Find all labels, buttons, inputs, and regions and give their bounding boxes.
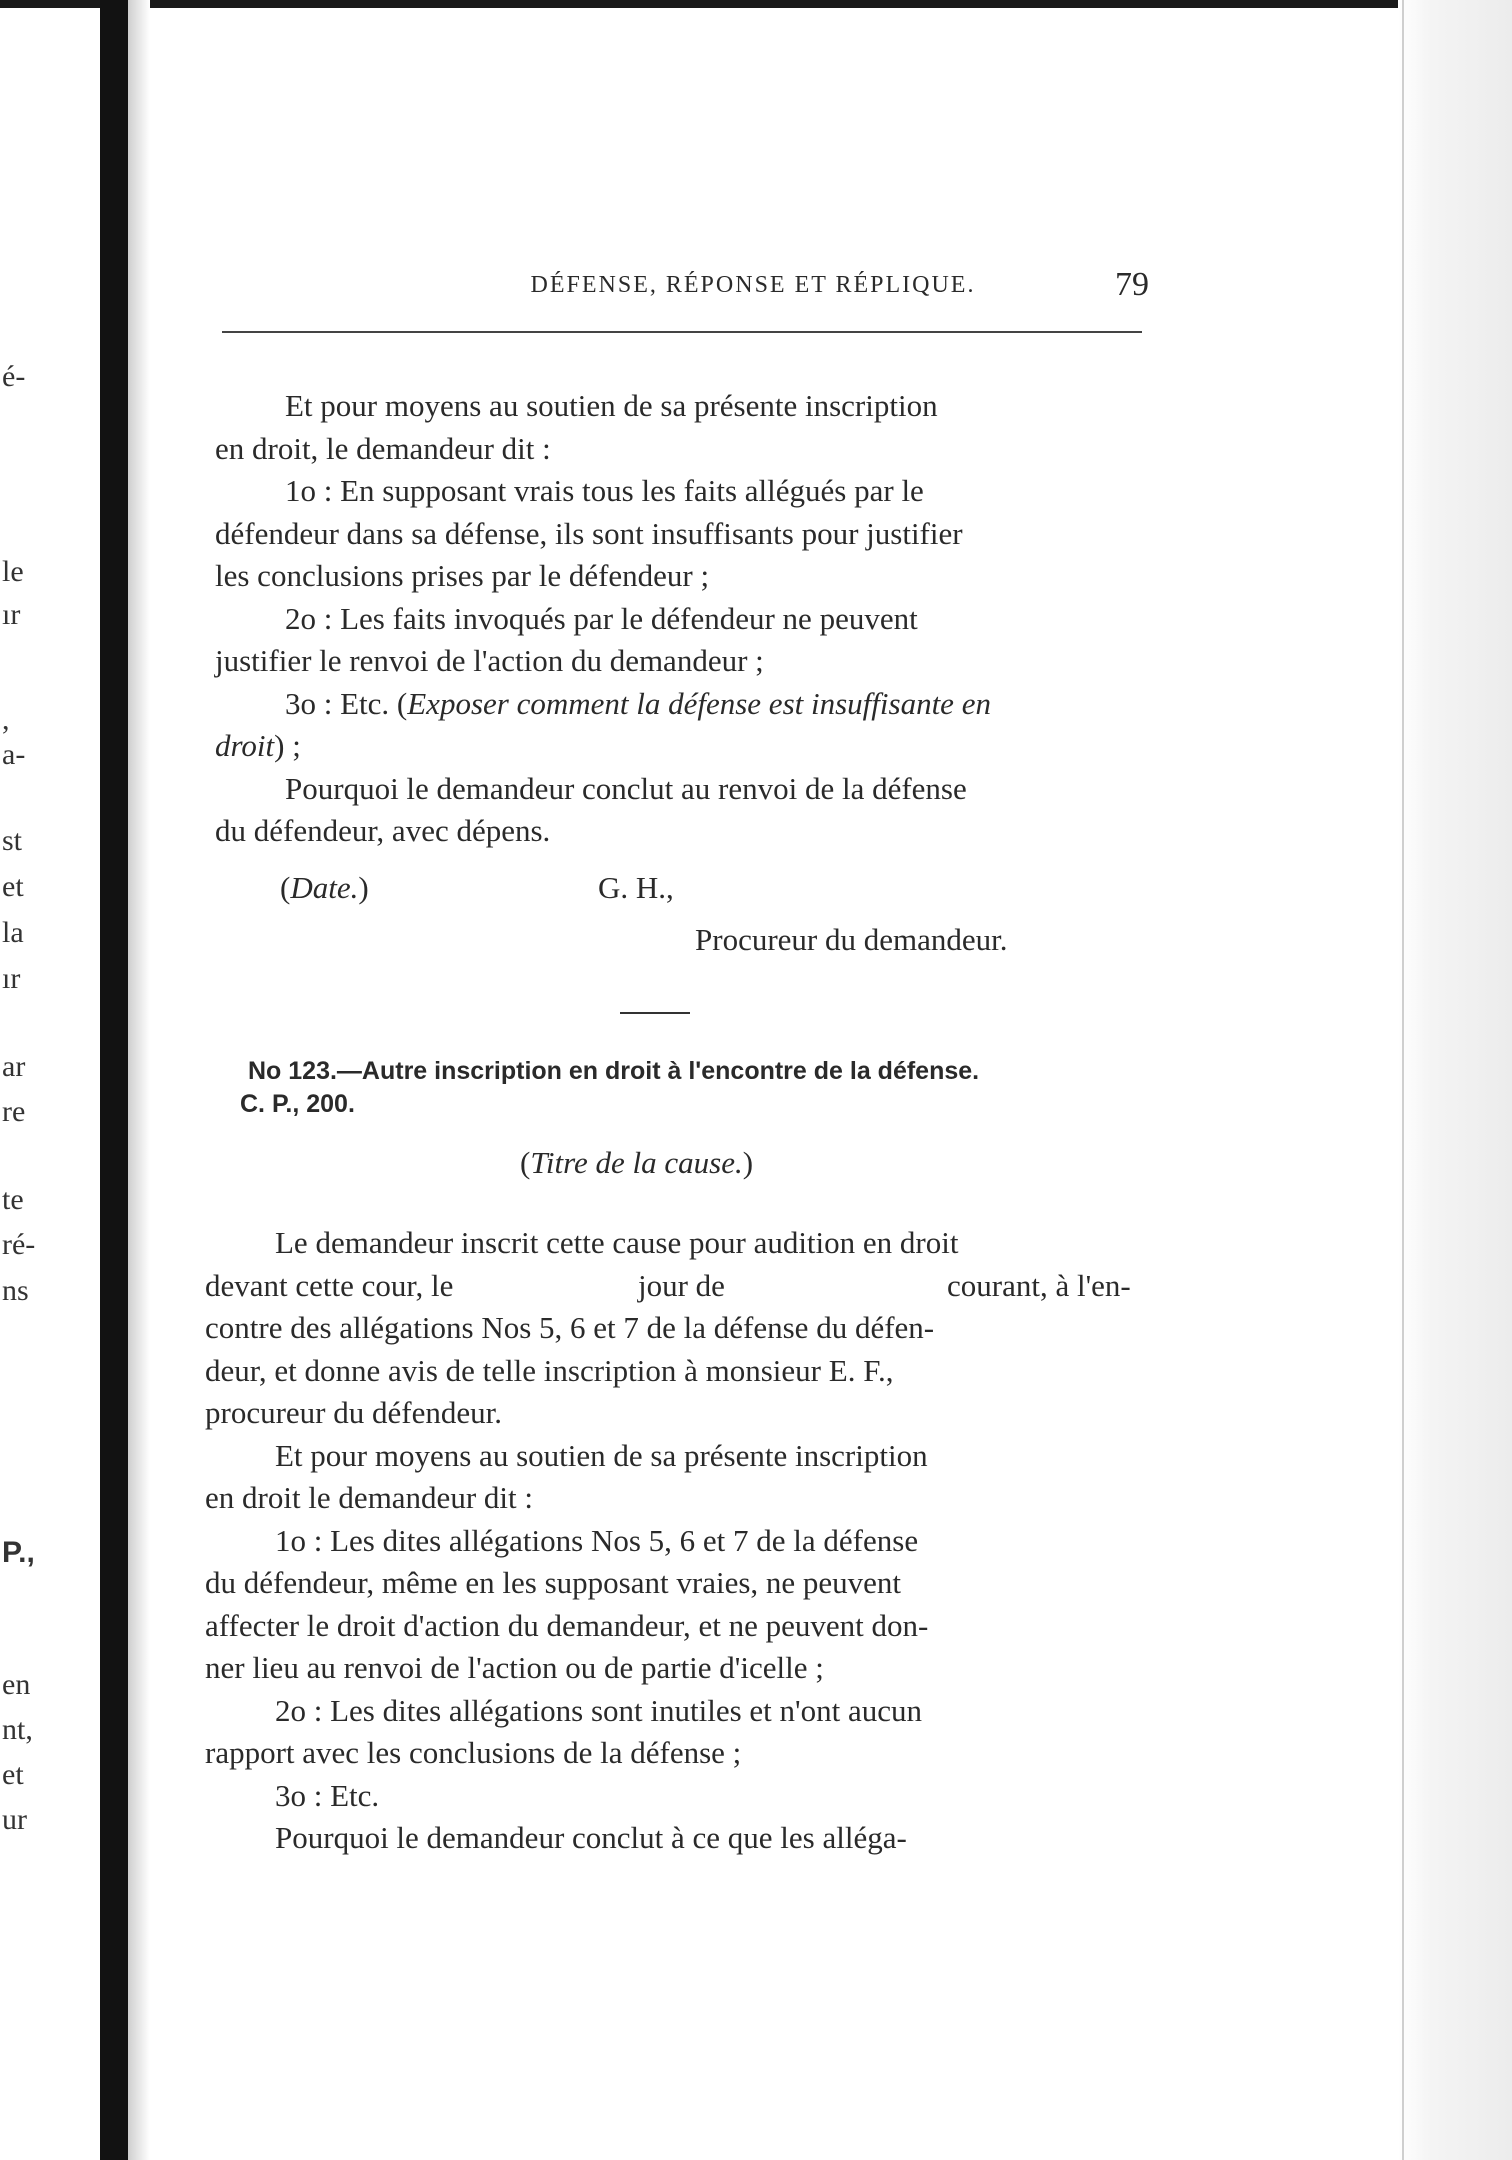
facing-page-text: ır [2, 962, 21, 995]
italic-instruction: Exposer comment la défense est insuffisante en [407, 685, 991, 721]
text-line: Le demandeur inscrit cette cause pour audition en droit [275, 1225, 959, 1260]
facing-page-text: ar [2, 1050, 26, 1083]
text-line: justifier le renvoi de l'action du demandeur ; [215, 643, 764, 678]
text-line [215, 683, 1150, 726]
form-heading-line: No 123.—Autre inscription en droit à l'encontre de la défense. [248, 1057, 980, 1085]
italic-instruction: droit [215, 728, 275, 763]
facing-page-fragment [0, 0, 100, 2160]
facing-page-text: et [2, 870, 24, 903]
text-block-2 [205, 1222, 1140, 1860]
facing-page-text: ns [2, 1274, 29, 1307]
text-run: courant, à l'en- [947, 1267, 1131, 1303]
text-line: 3o : Etc. [275, 1777, 380, 1813]
text-line: 2o : Les faits invoqués par le défendeur ne peuvent [285, 600, 918, 636]
facing-page-text: a- [2, 738, 26, 771]
page-edge-line [1402, 0, 1404, 2160]
header-rule [222, 331, 1142, 333]
text-line: 2o : Les dites allégations sont inutiles et n'ont aucun [275, 1692, 923, 1728]
section-separator [620, 1012, 690, 1014]
running-head: DÉFENSE, RÉPONSE ET RÉPLIQUE. [530, 272, 976, 298]
text-line: Et pour moyens au soutien de sa présente inscription [275, 1437, 928, 1473]
text-line [205, 1265, 1140, 1308]
paren-close: ) [742, 1145, 754, 1180]
text-line: du défendeur, avec dépens. [215, 813, 551, 848]
facing-page-text: la [2, 916, 24, 949]
signature-role: Procureur du demandeur. [695, 922, 1008, 957]
facing-page-text: st [2, 824, 23, 857]
text-line: Pourquoi le demandeur conclut à ce que les alléga- [275, 1820, 907, 1855]
page-number: 79 [1115, 266, 1149, 303]
text-line: deur, et donne avis de telle inscription à monsieur E. F., [205, 1352, 894, 1388]
paren-open: ( [280, 870, 291, 905]
text-line: en droit, le demandeur dit : [215, 430, 551, 466]
signature-date [280, 870, 369, 906]
facing-page-text: ır [2, 598, 21, 631]
facing-page-text: le [2, 555, 24, 588]
paren-open: ( [520, 1145, 531, 1180]
text-line: rapport avec les conclusions de la défense ; [205, 1735, 742, 1770]
text-line: 1o : En supposant vrais tous les faits allégués par le [285, 473, 924, 508]
text-line: Pourquoi le demandeur conclut au renvoi de la défense [285, 770, 967, 806]
form-heading-reference: C. P., 200. [240, 1090, 355, 1118]
facing-page-text: ur [2, 1803, 27, 1836]
text-line: en droit le demandeur dit : [205, 1480, 533, 1515]
facing-page-text: , [2, 703, 10, 736]
text-line [215, 725, 1150, 768]
facing-page-text: et [2, 1758, 24, 1791]
text-line: procureur du défendeur. [205, 1395, 502, 1430]
text-run: 3o : Etc. ( [285, 685, 408, 721]
case-title [520, 1145, 753, 1181]
text-run: jour de [638, 1267, 725, 1303]
form-heading [240, 1055, 1148, 1121]
book-page [150, 0, 1400, 2160]
facing-page-text: é- [2, 360, 26, 393]
facing-page-text: en [2, 1668, 31, 1701]
text-block-1 [215, 385, 1150, 853]
facing-page-text: ré- [2, 1228, 36, 1261]
facing-page-text: te [2, 1183, 24, 1216]
text-line: les conclusions prises par le défendeur ; [215, 558, 710, 593]
gutter-shadow [128, 0, 150, 2160]
book-gutter [100, 0, 128, 2160]
facing-page-text: re [2, 1095, 26, 1128]
case-title-text: Titre de la cause. [530, 1145, 743, 1180]
text-line: contre des allégations Nos 5, 6 et 7 de la défense du défen- [205, 1310, 935, 1345]
paren-close: ) [358, 870, 369, 905]
facing-page-text: nt, [2, 1713, 33, 1746]
facing-page-text: P., [2, 1536, 35, 1569]
text-line: du défendeur, même en les supposant vraies, ne peuvent [205, 1565, 902, 1600]
text-line: affecter le droit d'action du demandeur, et ne peuvent don- [205, 1607, 929, 1643]
text-run: devant cette cour, le [205, 1267, 454, 1303]
date-label: Date. [290, 870, 359, 905]
page-right-margin [1398, 0, 1512, 2160]
text-run: ) ; [274, 728, 301, 763]
text-line: 1o : Les dites allégations Nos 5, 6 et 7 de la défense [275, 1522, 919, 1558]
text-line: Et pour moyens au soutien de sa présente inscription [285, 388, 938, 423]
text-line: défendeur dans sa défense, ils sont insuffisants pour justifier [215, 515, 963, 551]
signature-initials: G. H., [598, 870, 674, 905]
text-line: ner lieu au renvoi de l'action ou de partie d'icelle ; [205, 1650, 824, 1685]
